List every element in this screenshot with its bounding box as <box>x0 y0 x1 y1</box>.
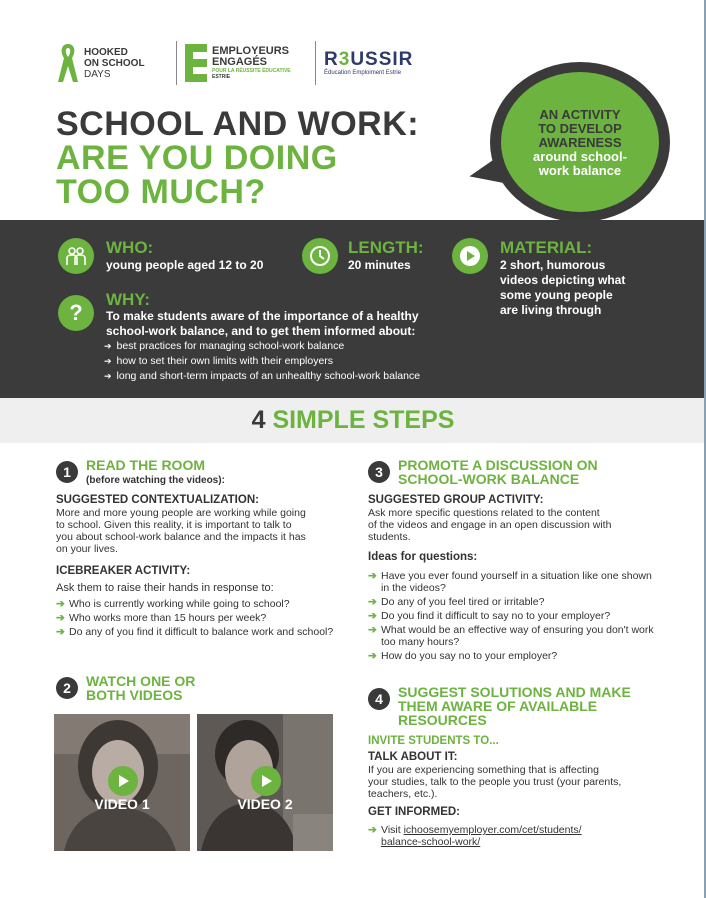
list-item-text: Who works more than 15 hours per week? <box>69 612 267 624</box>
paragraph-line: to school. Given this reality, it is important to talk to <box>56 519 292 531</box>
resource-link-continued[interactable]: balance-school-work/ <box>381 836 481 848</box>
paragraph-line: If you are experiencing something that is affecting <box>368 764 599 776</box>
heading-line: SUGGEST SOLUTIONS AND MAKE <box>398 684 631 700</box>
icebreaker-title: ICEBREAKER ACTIVITY: <box>56 565 191 577</box>
paragraph-line: Ask more specific questions related to the content <box>368 507 600 519</box>
play-button-icon[interactable] <box>251 766 281 796</box>
steps-count: 4 <box>251 406 266 434</box>
paragraph-line: on your lives. <box>56 543 118 555</box>
talk-about-it-paragraph <box>368 764 621 800</box>
arrow-icon: ➔ <box>368 570 377 582</box>
logo-divider <box>315 41 316 85</box>
step1-subheading: (before watching the videos): <box>86 475 225 486</box>
list-item-text: Do any of you feel tired or irritable? <box>381 596 545 608</box>
arrow-icon: ➔ <box>368 610 377 622</box>
video-2-thumbnail[interactable] <box>197 714 333 851</box>
icebreaker-intro: Ask them to raise their hands in response to: <box>56 582 274 594</box>
get-informed-list <box>368 824 658 850</box>
logo-text-line: HOOKED <box>84 46 128 58</box>
title-line: SCHOOL AND WORK: <box>56 105 420 143</box>
title-line: TOO MUCH? <box>56 173 266 211</box>
who-label: WHO: <box>106 238 154 257</box>
arrow-icon: ➔ <box>368 824 377 836</box>
paragraph-line: your studies, talk to the people you trust (your parents, <box>368 776 622 788</box>
step-number: 3 <box>368 461 390 483</box>
heading-line: PROMOTE A DISCUSSION ON <box>398 457 598 473</box>
length-label: LENGTH: <box>348 238 424 257</box>
why-label: WHY: <box>106 290 151 309</box>
step-number: 2 <box>56 677 78 699</box>
logo-letter: 3 <box>338 49 351 70</box>
who-value: young people aged 12 to 20 <box>106 258 264 272</box>
step-number: 1 <box>56 461 78 483</box>
paragraph-line: More and more young people are working while going <box>56 507 306 519</box>
step-number: 4 <box>368 688 390 710</box>
logo-text-line: ON SCHOOL <box>84 57 145 69</box>
question-icon: ? <box>58 295 94 331</box>
logo-text-line: ENGAGÉS <box>212 56 268 68</box>
bubble-line: AN ACTIVITY <box>539 107 621 122</box>
arrow-icon: ➔ <box>104 356 112 366</box>
list-item <box>368 650 658 662</box>
group-activity-paragraph <box>368 507 611 543</box>
arrow-icon: ➔ <box>104 371 112 381</box>
play-button-icon[interactable] <box>108 766 138 796</box>
ideas-list <box>368 570 658 664</box>
steps-title: SIMPLE STEPS <box>272 406 455 434</box>
bubble-line: AWARENESS <box>538 135 622 150</box>
logo-subtext: ESTRIE <box>212 74 231 80</box>
list-item-text: How do you say no to your employer? <box>381 650 558 662</box>
ideas-title: Ideas for questions: <box>368 551 478 563</box>
material-value <box>500 258 625 318</box>
list-item <box>56 612 336 624</box>
list-item-text: Have you ever found yourself in a situation like one shown in the videos? <box>381 570 652 594</box>
context-title: SUGGESTED CONTEXTUALIZATION: <box>56 494 259 506</box>
list-item <box>104 354 420 369</box>
paragraph-line: teachers, etc.). <box>368 788 438 800</box>
logo-subtext: Éducation Emploiment Estrie <box>324 70 402 76</box>
arrow-icon: ➔ <box>56 626 65 638</box>
material-line: some young people <box>500 288 613 302</box>
list-item-text: Do any of you find it difficult to balance work and school? <box>69 626 334 638</box>
people-icon <box>58 238 94 274</box>
list-item <box>368 610 658 622</box>
group-activity-title: SUGGESTED GROUP ACTIVITY: <box>368 494 544 506</box>
steps-header <box>0 398 706 443</box>
list-item <box>56 626 336 638</box>
arrow-icon: ➔ <box>368 596 377 608</box>
video-2-label: VIDEO 2 <box>237 796 293 812</box>
material-line: videos depicting what <box>500 273 626 287</box>
list-item <box>104 339 420 354</box>
talk-about-it-title: TALK ABOUT IT: <box>368 751 458 763</box>
arrow-icon: ➔ <box>56 598 65 610</box>
heading-line: SCHOOL-WORK BALANCE <box>398 471 580 487</box>
heading-line: BOTH VIDEOS <box>86 687 183 703</box>
hooked-on-school-logo <box>56 42 168 84</box>
material-label: MATERIAL: <box>500 238 593 257</box>
why-item-text: long and short-term impacts of an unhealthy school-work balance <box>116 370 421 382</box>
heading-line: RESOURCES <box>398 712 487 728</box>
context-paragraph <box>56 507 306 555</box>
logo-subtext: POUR LA RÉUSSITE ÉDUCATIVE <box>212 68 291 74</box>
why-item-text: best practices for managing school-work balance <box>116 340 345 352</box>
step1-heading: READ THE ROOM <box>86 457 205 473</box>
list-item-text: Who is currently working while going to school? <box>69 598 290 610</box>
list-item <box>368 570 658 594</box>
logo-letter: USSIR <box>350 49 414 70</box>
bubble-line: around school- <box>533 149 627 164</box>
paragraph-line: you about school-work balance and the impacts it has <box>56 531 306 543</box>
list-item <box>368 596 658 608</box>
list-item <box>104 369 420 384</box>
material-line: are living through <box>500 303 602 317</box>
why-line: school-work balance, and to get them informed about: <box>106 324 416 338</box>
arrow-icon: ➔ <box>104 341 112 351</box>
employeurs-engages-logo <box>185 44 307 82</box>
paragraph-line: of the videos and engage in an open discussion with <box>368 519 612 531</box>
reussir-logo <box>324 50 413 76</box>
arrow-icon: ➔ <box>368 624 377 636</box>
list-item <box>368 624 658 648</box>
header-logos <box>56 38 413 88</box>
invite-students-title: INVITE STUDENTS TO... <box>368 735 499 747</box>
arrow-icon: ➔ <box>56 612 65 624</box>
get-informed-title: GET INFORMED: <box>368 806 460 818</box>
play-icon <box>452 238 488 274</box>
list-item-text: Do you find it difficult to say no to your employer? <box>381 610 611 622</box>
logo-text-line: EMPLOYEURS <box>212 45 290 57</box>
list-item <box>368 824 658 848</box>
logo-text-line: DAYS <box>84 68 111 80</box>
step4-heading <box>398 685 631 727</box>
why-item-text: how to set their own limits with their employers <box>116 355 334 367</box>
resource-link[interactable]: ichoosemyemployer.com/cet/students/ <box>403 824 582 836</box>
ribbon-icon <box>56 42 80 84</box>
video-1-thumbnail[interactable] <box>54 714 190 851</box>
heading-line: THEM AWARE OF AVAILABLE <box>398 698 598 714</box>
step2-heading <box>86 674 195 702</box>
heading-line: WATCH ONE OR <box>86 673 196 689</box>
bubble-line: work balance <box>538 163 622 178</box>
arrow-icon: ➔ <box>368 650 377 662</box>
paragraph-line: students. <box>368 531 411 543</box>
speech-bubble-inner <box>501 72 659 212</box>
visit-text: Visit <box>381 824 404 836</box>
page-title <box>56 107 419 209</box>
list-item-text: What would be an effective way of ensuring you don't work too many hours? <box>381 624 654 648</box>
why-list <box>104 339 420 384</box>
plus-mark-icon <box>185 44 207 82</box>
title-line: ARE YOU DOING <box>56 139 338 177</box>
logo-letter: R <box>324 49 339 70</box>
why-text <box>106 309 419 339</box>
icebreaker-list <box>56 598 336 640</box>
logo-divider <box>176 41 177 85</box>
video-1-label: VIDEO 1 <box>94 796 150 812</box>
length-value: 20 minutes <box>348 258 411 272</box>
bubble-line: TO DEVELOP <box>538 121 622 136</box>
why-line: To make students aware of the importance of a healthy <box>106 309 419 323</box>
list-item <box>56 598 336 610</box>
clock-icon <box>302 238 338 274</box>
material-line: 2 short, humorous <box>500 258 606 272</box>
step3-heading <box>398 458 598 486</box>
